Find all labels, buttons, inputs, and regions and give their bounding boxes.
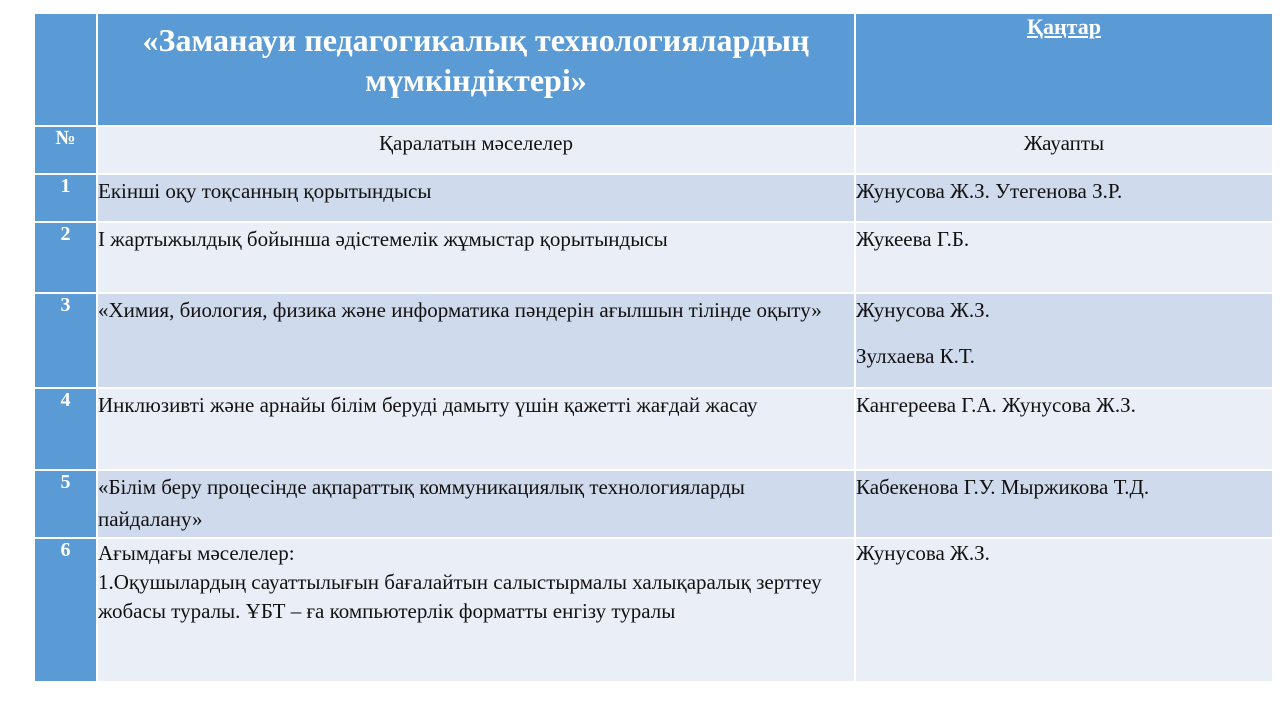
row-number: 1 [34, 174, 97, 222]
responsible-cell [855, 293, 1273, 388]
responsible-person: Жунусова Ж.З. [856, 541, 990, 565]
responsible-person: Жунусова Ж.З. [856, 298, 990, 322]
header-row [34, 13, 1273, 126]
header-empty-cell [34, 13, 97, 126]
column-header-issue: Қаралатын мәселелер [97, 126, 855, 174]
column-header-row [34, 126, 1273, 174]
issue-heading: Ағымдағы мәселелер: [98, 541, 295, 565]
responsible-person: Жунусова Ж.З. Утегенова З.Р. [856, 179, 1123, 203]
table-row [34, 174, 1273, 222]
row-number: 6 [34, 538, 97, 682]
table-row [34, 470, 1273, 538]
meeting-plan-table [33, 12, 1274, 683]
table-row [34, 222, 1273, 293]
responsible-person: Кангереева Г.А. Жунусова Ж.З. [856, 393, 1136, 417]
issue-cell: «Химия, биология, физика және информатика пәндерін ағылшын тілінде оқыту» [97, 293, 855, 388]
table-row [34, 293, 1273, 388]
title-cell [97, 13, 855, 126]
responsible-cell [855, 470, 1273, 538]
month-label: Қаңтар [1027, 14, 1101, 39]
responsible-person: Зулхаева К.Т. [856, 344, 975, 368]
column-header-responsible: Жауапты [855, 126, 1273, 174]
row-number: 5 [34, 470, 97, 538]
responsible-cell [855, 538, 1273, 682]
issue-cell: І жартыжылдық бойынша әдістемелік жұмыстар қорытындысы [97, 222, 855, 293]
responsible-cell [855, 222, 1273, 293]
issue-cell: «Білім беру процесінде ақпараттық коммуникациялық технологияларды пайдалану» [97, 470, 855, 538]
responsible-person: Кабекенова Г.У. Мыржикова Т.Д. [856, 475, 1150, 499]
table-row [34, 538, 1273, 682]
responsible-cell [855, 388, 1273, 470]
row-number: 3 [34, 293, 97, 388]
table-row [34, 388, 1273, 470]
page-title: «Заманауи педагогикалық технологиялардың мүмкіндіктері» [142, 22, 810, 98]
row-number: 4 [34, 388, 97, 470]
issue-cell: Инклюзивті және арнайы білім беруді дамыту үшін қажетті жағдай жасау [97, 388, 855, 470]
column-header-num: № [34, 126, 97, 174]
responsible-cell [855, 174, 1273, 222]
row-number: 2 [34, 222, 97, 293]
month-cell [855, 13, 1273, 126]
responsible-person: Жукеева Г.Б. [856, 227, 970, 251]
issue-cell [97, 538, 855, 682]
issue-detail: 1.Оқушылардың сауаттылығын бағалайтын салыстырмалы халықаралық зерттеу жобасы туралы. ҰБТ – ға компьютерлік форматты енгізу туралы [98, 570, 822, 623]
issue-cell: Екінші оқу тоқсанның қорытындысы [97, 174, 855, 222]
